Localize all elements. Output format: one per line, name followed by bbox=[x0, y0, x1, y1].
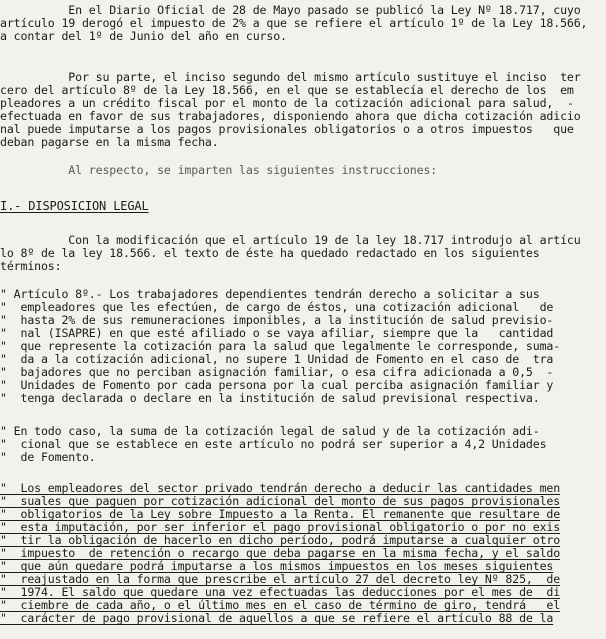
quote-1-line: " empleadores que les efectúen, de cargo de éstos, una cotización adicional de bbox=[0, 300, 554, 314]
paragraph-4-line: lo 8º de la ley 18.566. el texto de éste ha quedado redactado en los siguientes bbox=[0, 246, 540, 260]
section-heading: I.- DISPOSICION LEGAL bbox=[0, 199, 149, 213]
quote-3-line: " ciembre de cada año, o el último mes en el caso de término de giro, tendrá el bbox=[0, 598, 561, 612]
paragraph-2-line: cero del artículo 8º de la Ley 18.566, en el que se establecía el derecho de los em bbox=[0, 83, 574, 97]
quote-1-line: " Artículo 8º.- Los trabajadores dependientes tendrán derecho a solicitar a sus bbox=[0, 287, 540, 301]
paragraph-4-line: términos: bbox=[0, 259, 62, 273]
quote-3-line: " impuesto de retención o recargo que deba pagarse en la misma fecha, y el saldo bbox=[0, 546, 561, 560]
quote-3-line: " que aún quedare podrá imputarse a los mismos impuestos en los meses siguientes bbox=[0, 559, 554, 573]
paragraph-2-line: Por su parte, el inciso segundo del mismo artículo sustituye el inciso ter bbox=[0, 70, 581, 84]
quote-2-line: " En todo caso, la suma de la cotización legal de salud y de la cotización adi- bbox=[0, 424, 540, 438]
quote-1-line: " nal (ISAPRE) en que esté afiliado o se vaya afiliar, siempre que la cantidad bbox=[0, 326, 554, 340]
quote-3-line: " 1974. El saldo que quedare una vez efectuadas las deducciones por el mes de di bbox=[0, 585, 561, 599]
paragraph-1-line: En el Diario Oficial de 28 de Mayo pasado se publicó la Ley Nº 18.717, cuyo bbox=[0, 3, 581, 17]
quote-3-line: " reajustado en la forma que prescribe el artículo 27 del decreto ley Nº 825, de bbox=[0, 572, 561, 586]
quote-1-line: " da a la cotización adicional, no supere 1 Unidad de Fomento en el caso de tra bbox=[0, 352, 554, 366]
quote-3-line: " esta imputación, por ser inferior el pago provisional obligatorio o por no exis bbox=[0, 520, 561, 534]
paragraph-1-line: a contar del 1º de Junio del año en curso. bbox=[0, 29, 287, 43]
quote-2-line: " de Fomento. bbox=[0, 450, 96, 464]
quote-3-line: " suales que paguen por cotización adicional del monto de sus pagos provisionales bbox=[0, 494, 561, 508]
quote-1-line: " hasta 2% de sus remuneraciones imponibles, a la institución de salud previsio- bbox=[0, 313, 554, 327]
quote-1-line: " tenga declarada o declare en la institución de salud previsional respectiva. bbox=[0, 391, 540, 405]
paragraph-4-line: Con la modificación que el artículo 19 de la ley 18.717 introdujo al artícu bbox=[0, 233, 581, 247]
paragraph-1-line: artículo 19 derogó el impuesto de 2% a que se refiere el artículo 1º de la Ley 18.566, bbox=[0, 16, 588, 30]
paragraph-2-line: pleadores a un crédito fiscal por el monto de la cotización adicional para salud, - bbox=[0, 96, 574, 110]
quote-3-line: " Los empleadores del sector privado tendrán derecho a deducir las cantidades men bbox=[0, 481, 561, 495]
paragraph-2-line: efectuada en favor de sus trabajadores, disponiendo ahora que dicha cotización adicio bbox=[0, 109, 581, 123]
paragraph-3-line: Al respecto, se imparten las siguientes instrucciones: bbox=[0, 163, 438, 177]
paragraph-2-line: deban pagarse en la misma fecha. bbox=[0, 135, 219, 149]
paragraph-2-line: nal puede imputarse a los pagos provisionales obligatorios o a otros impuestos que bbox=[0, 122, 574, 136]
quote-1-line: " que represente la cotización para la salud que legalmente le corresponde, suma- bbox=[0, 339, 561, 353]
quote-3-line: " obligatorios de la Ley sobre Impuesto a la Renta. El remanente que resultare de bbox=[0, 507, 561, 521]
quote-3-line: " carácter de pago provisional de aquellos a que se refiere el artículo 88 de la bbox=[0, 611, 554, 625]
quote-1-line: " bajadores que no perciban asignación familiar, o esa cifra adicionada a 0,5 - bbox=[0, 365, 554, 379]
quote-1-line: " Unidades de Fomento por cada persona por la cual perciba asignación familiar y bbox=[0, 378, 554, 392]
quote-3-line: " tir la obligación de hacerlo en dicho período, podrá imputarse a cualquier otro bbox=[0, 533, 561, 547]
quote-2-line: " cional que se establece en este artículo no podrá ser superior a 4,2 Unidades bbox=[0, 437, 547, 451]
